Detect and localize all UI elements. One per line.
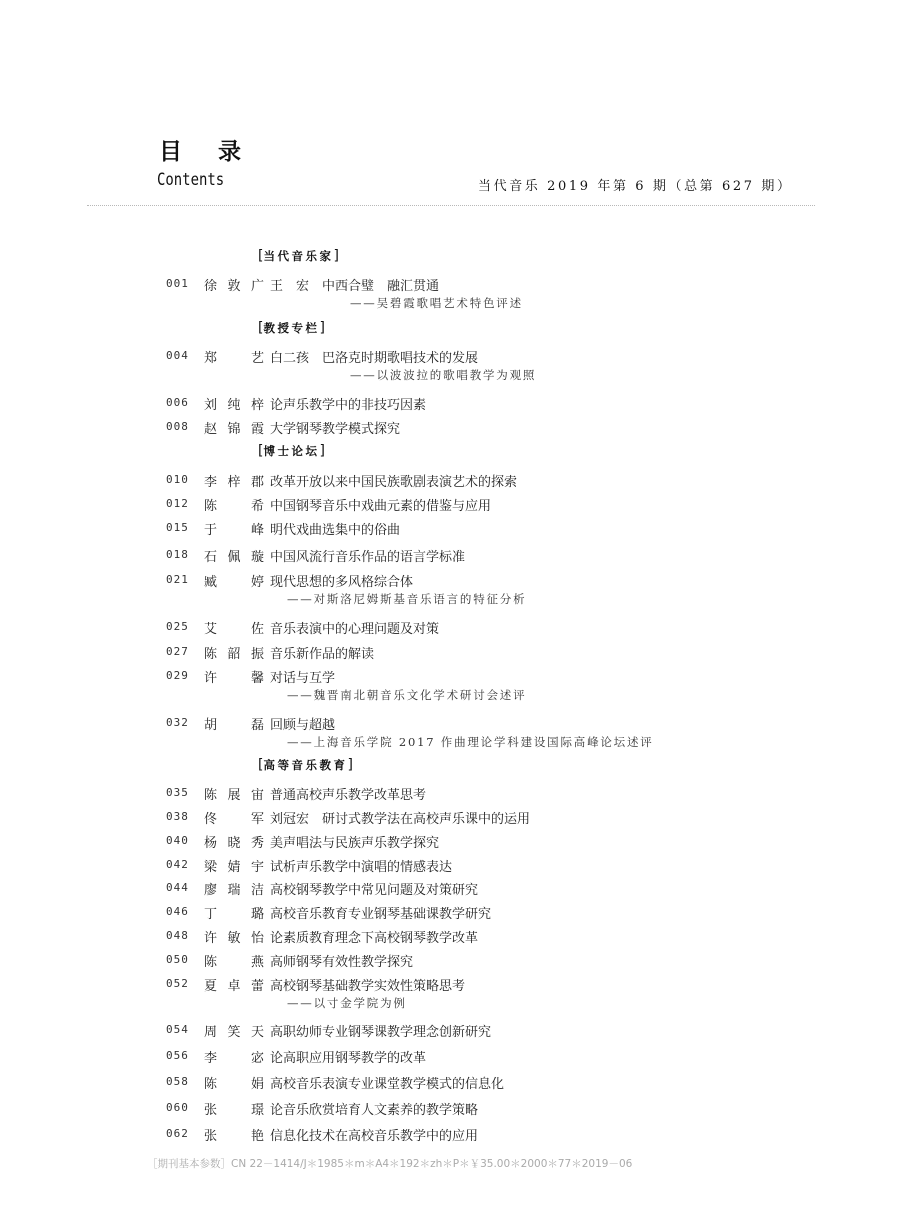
article-subtitle: ——魏晋南北朝音乐文化学术研讨会述评 [287,688,527,702]
page-number: 032 [166,716,189,729]
author-name: 于 峰 [204,523,264,538]
article-title: 音乐新作品的解读 [270,647,375,662]
article-title: 美声唱法与民族声乐教学探究 [270,836,440,851]
page-number: 058 [166,1075,189,1088]
author-name: 胡 磊 [204,718,264,733]
article-title: 中国风流行音乐作品的语言学标准 [270,550,466,565]
section-heading [258,757,353,773]
article-title: 刘冠宏 研讨式教学法在高校声乐课中的运用 [270,812,531,827]
page-number: 015 [166,521,189,534]
page-number: 008 [166,420,189,433]
article-subtitle: ——上海音乐学院 2017 作曲理论学科建设国际高峰论坛述评 [287,735,654,749]
page-title: 目 录 [159,139,256,165]
article-subtitle: ——对斯洛尼姆斯基音乐语言的特征分析 [287,592,527,606]
author-name: 李梓郡 [204,475,264,490]
page-number: 038 [166,810,189,823]
article-title: 信息化技术在高校音乐教学中的应用 [270,1129,479,1144]
author-name: 夏卓蕾 [204,979,264,994]
article-title: 高职幼师专业钢琴课教学理念创新研究 [270,1025,492,1040]
section-label: 高等音乐教育 [263,758,348,772]
article-title: 普通高校声乐教学改革思考 [270,788,427,803]
issue-info: 当代音乐 2019 年第 6 期（总第 627 期） [478,179,793,194]
page-number: 025 [166,620,189,633]
author-name: 臧 婷 [204,575,264,590]
article-title: 高师钢琴有效性教学探究 [270,955,414,970]
author-name: 张 璟 [204,1103,264,1118]
article-title: 王 宏 中西合璧 融汇贯通 [270,279,440,294]
article-title: 中国钢琴音乐中戏曲元素的借鉴与应用 [270,499,492,514]
author-name: 陈韶振 [204,647,264,662]
article-title: 现代思想的多风格综合体 [270,575,414,590]
author-name: 张 艳 [204,1129,264,1144]
page-number: 021 [166,573,189,586]
author-name: 刘纯梓 [204,398,264,413]
article-title: 论声乐教学中的非技巧因素 [270,398,427,413]
author-name: 郑 艺 [204,351,264,366]
section-label: 当代音乐家 [263,249,334,263]
page-number: 048 [166,929,189,942]
author-name: 陈 希 [204,499,264,514]
article-title: 高校音乐表演专业课堂教学模式的信息化 [270,1077,505,1092]
section-label: 博士论坛 [263,444,320,458]
bracket-left-icon: [ [258,757,264,773]
article-title: 白二孩 巴洛克时期歌唱技术的发展 [270,351,479,366]
article-title: 高校钢琴基础教学实效性策略思考 [270,979,466,994]
page-title-english: Contents [157,170,225,190]
article-subtitle: ——以寸金学院为例 [287,996,407,1010]
bracket-left-icon: [ [258,443,264,459]
page-number: 027 [166,645,189,658]
author-name: 徐敦广 [204,279,264,294]
page-number: 042 [166,858,189,871]
section-label: 教授专栏 [263,321,320,335]
page-number: 001 [166,277,189,290]
author-name: 陈展宙 [204,788,264,803]
author-name: 陈 燕 [204,955,264,970]
article-title: 论音乐欣赏培育人文素养的教学策略 [270,1103,479,1118]
page-number: 006 [166,396,189,409]
article-title: 改革开放以来中国民族歌剧表演艺术的探索 [270,475,518,490]
author-name: 周笑天 [204,1025,264,1040]
article-title: 论素质教育理念下高校钢琴教学改革 [270,931,479,946]
page-number: 050 [166,953,189,966]
article-title: 回顾与超越 [270,718,336,733]
page-number: 060 [166,1101,189,1114]
author-name: 许 馨 [204,671,264,686]
page-number: 046 [166,905,189,918]
page-number: 056 [166,1049,189,1062]
article-title: 音乐表演中的心理问题及对策 [270,622,440,637]
page-number: 054 [166,1023,189,1036]
author-name: 丁 璐 [204,907,264,922]
page-number: 044 [166,881,189,894]
journal-parameters: ［期刊基本参数］CN 22－1414/J＊1985＊m＊A4＊192＊zh＊P＊￥35.00＊2000＊77＊2019－06 [147,1158,633,1170]
page-number: 029 [166,669,189,682]
bracket-right-icon: ] [347,757,353,773]
page-number: 018 [166,548,189,561]
article-title: 论高职应用钢琴教学的改革 [270,1051,427,1066]
page-number: 040 [166,834,189,847]
page-number: 052 [166,977,189,990]
article-subtitle: ——吴碧霞歌唱艺术特色评述 [350,296,523,310]
bracket-right-icon: ] [319,320,325,336]
page-number: 004 [166,349,189,362]
bracket-left-icon: [ [258,248,264,264]
article-title: 对话与互学 [270,671,336,686]
article-title: 试析声乐教学中演唱的情感表达 [270,860,453,875]
article-subtitle: ——以波波拉的歌唱教学为观照 [350,368,537,382]
bracket-left-icon: [ [258,320,264,336]
bracket-right-icon: ] [319,443,325,459]
article-title: 高校音乐教育专业钢琴基础课教学研究 [270,907,492,922]
section-heading [258,443,325,459]
article-title: 明代戏曲选集中的俗曲 [270,523,401,538]
bracket-right-icon: ] [333,248,339,264]
author-name: 许敏怡 [204,931,264,946]
article-title: 大学钢琴教学模式探究 [270,422,401,437]
author-name: 李 宓 [204,1051,264,1066]
author-name: 陈 娟 [204,1077,264,1092]
author-name: 梁婧宇 [204,860,264,875]
page-number: 010 [166,473,189,486]
author-name: 廖瑞洁 [204,883,264,898]
author-name: 杨晓秀 [204,836,264,851]
article-title: 高校钢琴教学中常见问题及对策研究 [270,883,479,898]
page-number: 012 [166,497,189,510]
author-name: 艾 佐 [204,622,264,637]
page-number: 035 [166,786,189,799]
author-name: 赵锦霞 [204,422,264,437]
author-name: 石佩璇 [204,550,264,565]
section-heading [258,320,325,336]
author-name: 佟 军 [204,812,264,827]
section-heading [258,248,339,264]
page-number: 062 [166,1127,189,1140]
